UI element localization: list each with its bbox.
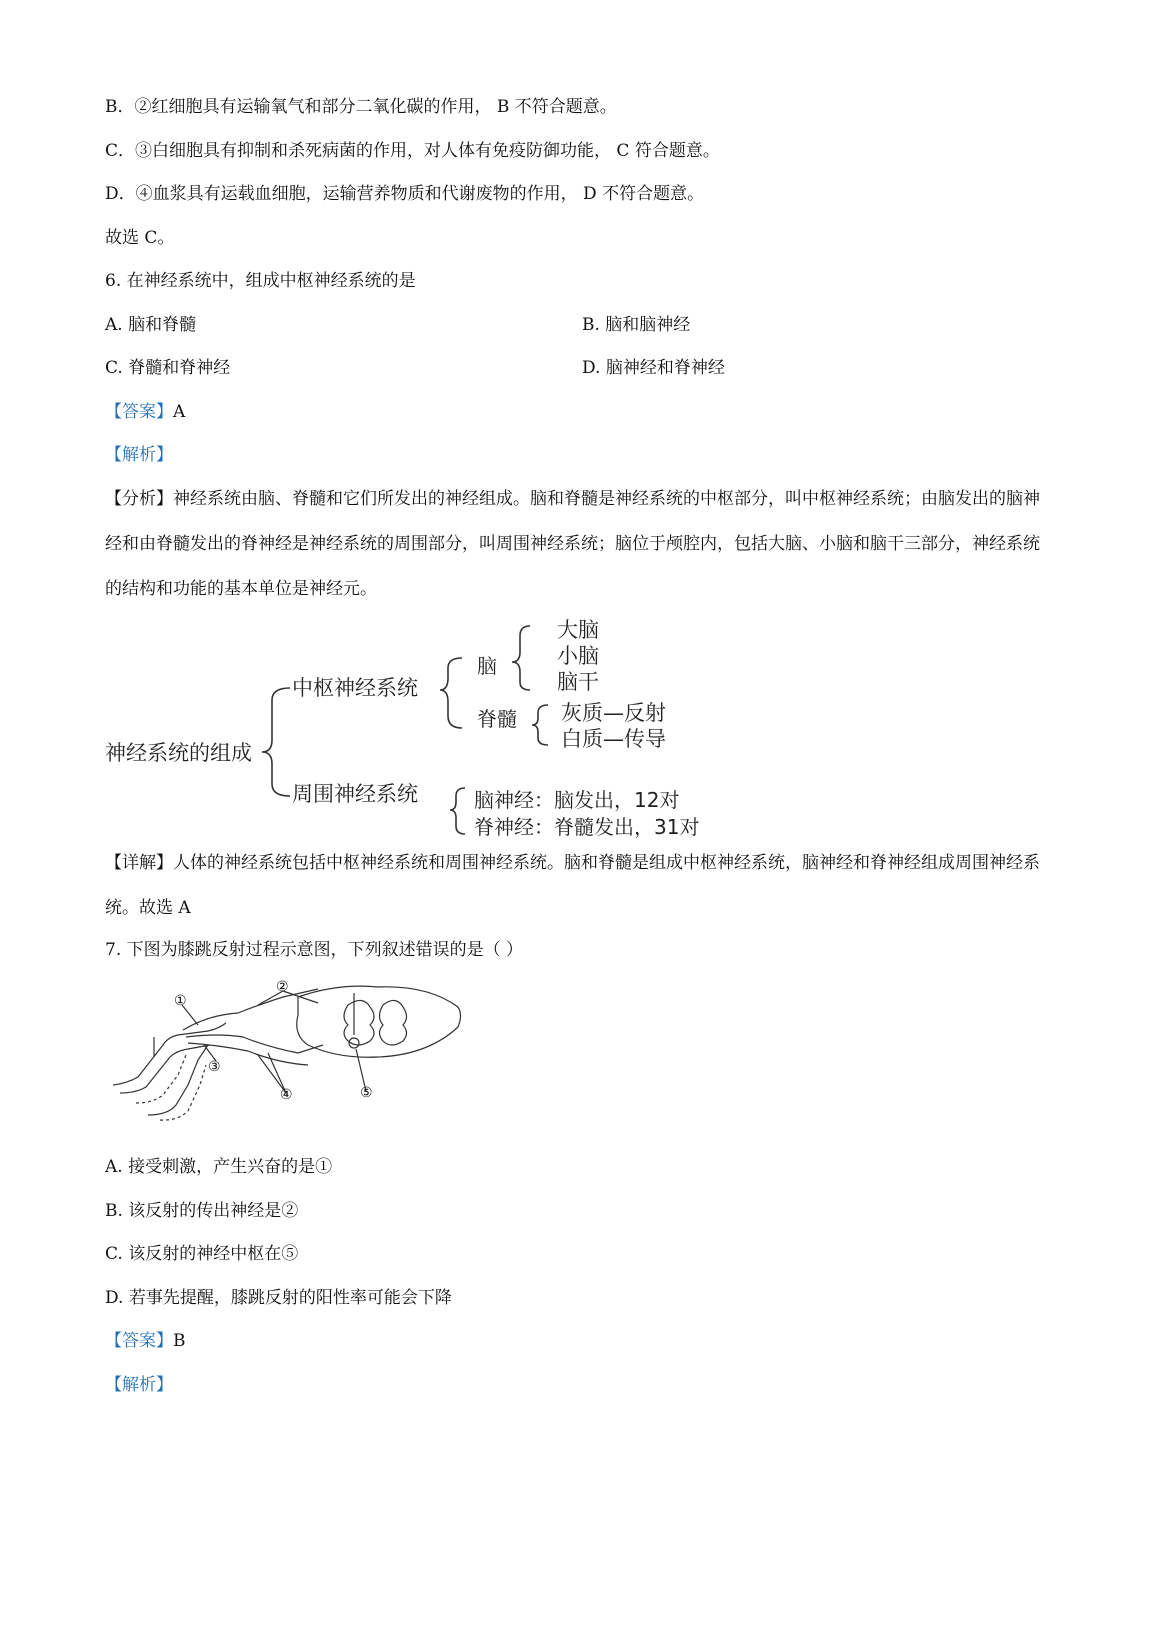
diagram-cerebrum: 大脑 [557, 618, 599, 642]
knee-jerk-figure [108, 975, 463, 1125]
brain-brace [512, 626, 530, 690]
figure-label-1: ① [174, 993, 187, 1009]
root-brace [262, 688, 290, 796]
q7-analysis-tag [105, 1374, 173, 1396]
diagram-cerebellum: 小脑 [557, 644, 599, 668]
diagram-gray-matter: 灰质—反射 [561, 701, 666, 725]
q7-option-c: C. 该反射的神经中枢在⑤ [105, 1244, 299, 1264]
central-brace [440, 658, 462, 728]
q6-option-b: B. 脑和脑神经 [582, 315, 691, 335]
q7-stem: 7. 下图为膝跳反射过程示意图，下列叙述错误的是（ ） [105, 940, 524, 960]
figure-label-2: ② [276, 979, 289, 995]
q6-option-c: C. 脊髓和脊神经 [105, 358, 231, 378]
diagram-central: 中枢神经系统 [292, 676, 418, 700]
diagram-spinal-nerves: 脊神经：脊髓发出，31对 [474, 815, 700, 839]
analysis-tag: 【解析】 [105, 1375, 173, 1395]
q7-option-d: D. 若事先提醒，膝跳反射的阳性率可能会下降 [105, 1288, 452, 1308]
answer-tag: 【答案】 [105, 1331, 173, 1351]
explanation-d: D．④血浆具有运载血细胞，运输营养物质和代谢废物的作用， D 不符合题意。 [105, 184, 705, 204]
answer-value: B [173, 1331, 186, 1351]
explanation-b: B．②红细胞具有运输氧气和部分二氧化碳的作用， B 不符合题意。 [105, 97, 617, 117]
xiangjie-text: 人体的神经系统包括中枢神经系统和周围神经系统。脑和脊髓是组成中枢神经系统，脑神经和脊神经组成周围神经系统。故选 A [105, 853, 1040, 918]
explanation-c: C．③白细胞具有抑制和杀死病菌的作用，对人体有免疫防御功能， C 符合题意。 [105, 141, 720, 161]
q6-analysis-tag [105, 444, 173, 466]
q6-stem: 6. 在神经系统中，组成中枢神经系统的是 [105, 271, 416, 291]
figure-label-3: ③ [208, 1059, 221, 1075]
q6-xiangjie [105, 841, 1040, 931]
diagram-cranial-nerves: 脑神经：脑发出，12对 [474, 788, 680, 812]
answer-tag: 【答案】 [105, 402, 173, 422]
figure-label-4: ④ [280, 1087, 293, 1103]
spinal-brace [532, 705, 548, 745]
analysis-tag: 【解析】 [105, 445, 173, 465]
answer-value: A [173, 402, 186, 422]
q6-answer [105, 401, 185, 423]
choose-c: 故选 C。 [105, 228, 175, 248]
diagram-peripheral: 周围神经系统 [292, 782, 418, 806]
q6-fenxi [105, 477, 1040, 612]
diagram-root: 神经系统的组成 [105, 741, 252, 765]
fenxi-tag: 【分析】 [105, 489, 173, 509]
diagram-brain: 脑 [477, 654, 497, 678]
diagram-spinal: 脊髓 [477, 707, 517, 731]
q7-option-b: B. 该反射的传出神经是② [105, 1201, 299, 1221]
xiangjie-tag: 【详解】 [105, 853, 173, 873]
diagram-brainstem: 脑干 [557, 670, 599, 694]
q6-option-d: D. 脑神经和脊神经 [582, 358, 725, 378]
diagram-white-matter: 白质—传导 [561, 727, 666, 751]
q6-option-a: A. 脑和脊髓 [105, 315, 197, 335]
q7-answer [105, 1330, 186, 1352]
q7-option-a: A. 接受刺激，产生兴奋的是① [105, 1157, 333, 1177]
peripheral-brace [450, 788, 465, 834]
figure-label-5: ⑤ [360, 1085, 373, 1101]
fenxi-text: 神经系统由脑、脊髓和它们所发出的神经组成。脑和脊髓是神经系统的中枢部分，叫中枢神经系统；由脑发出的脑神经和由脊髓发出的脊神经是神经系统的周围部分，叫周围神经系统；脑位于颅腔内，包括大脑、小脑和脑干三部分，神经系统的结构和功能的基本单位是神经元。 [105, 489, 1040, 599]
